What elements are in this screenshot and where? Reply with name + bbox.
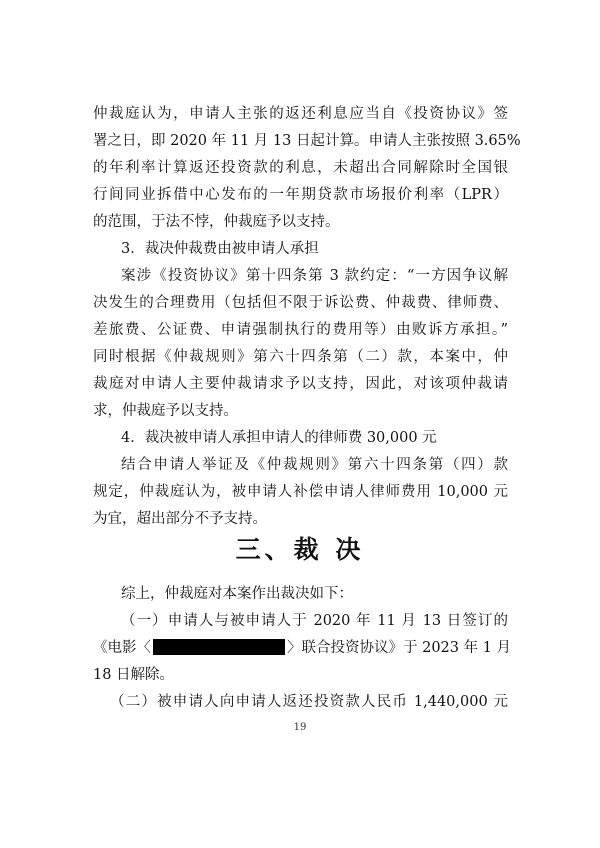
- paragraph-line: 仲裁庭认为，申请人主张的返还利息应当自《投资协议》签: [93, 106, 508, 122]
- ruling-item-1-prefix: 《电影〈: [93, 640, 151, 656]
- paragraph-line: 差旅费、公证费、申请强制执行的费用等）由败诉方承担。”: [93, 322, 508, 338]
- paragraph-line: 结合申请人举证及《仲裁规则》第六十四条第（四）款: [121, 457, 508, 473]
- ruling-item-1-line: （一）申请人与被申请人于 2020 年 11 月 13 日签订的: [121, 613, 508, 629]
- paragraph-line: 行间同业拆借中心发布的一年期贷款市场报价利率（LPR）: [93, 187, 508, 203]
- ruling-intro: 综上，仲裁庭对本案作出裁决如下：: [121, 586, 353, 602]
- paragraph-line: 为宜，超出部分不予支持。: [93, 511, 267, 527]
- ruling-item-1-line: 18 日解除。: [93, 667, 175, 683]
- ruling-item-2-line: （二）被申请人向申请人返还投资款人民币 1,440,000 元: [110, 694, 508, 710]
- ruling-item-1-suffix: 〉联合投资协议》于 2023 年 1 月: [287, 640, 512, 656]
- paragraph-line: 署之日，即 2020 年 11 月 13 日起计算。申请人主张按照 3.65%: [93, 133, 521, 149]
- item-4-title: 4．裁决被申请人承担申请人的律师费 30,000 元: [121, 430, 437, 446]
- redaction-block: [153, 639, 285, 655]
- paragraph-line: 的范围，于法不悖，仲裁庭予以支持。: [93, 214, 340, 230]
- section-heading: 三、裁 决: [235, 535, 365, 564]
- paragraph-line: 的年利率计算返还投资款的利息，未超出合同解除时全国银: [93, 160, 508, 176]
- paragraph-line: 裁庭对申请人主要仲裁请求予以支持，因此，对该项仲裁请: [93, 376, 508, 392]
- paragraph-line: 规定，仲裁庭认为，被申请人补偿申请人律师费用 10,000 元: [93, 484, 508, 500]
- page-number: 19: [293, 722, 307, 733]
- paragraph-line: 案涉《投资协议》第十四条第 3 款约定：“一方因争议解: [121, 268, 508, 284]
- paragraph-line: 同时根据《仲裁规则》第六十四条第（二）款，本案中，仲: [93, 349, 508, 365]
- ruling-item-1-line: [93, 638, 512, 658]
- paragraph-line: 求，仲裁庭予以支持。: [93, 403, 238, 419]
- paragraph-line: 决发生的合理费用（包括但不限于诉讼费、仲裁费、律师费、: [93, 295, 508, 311]
- item-3-title: 3．裁决仲裁费由被申请人承担: [121, 241, 319, 257]
